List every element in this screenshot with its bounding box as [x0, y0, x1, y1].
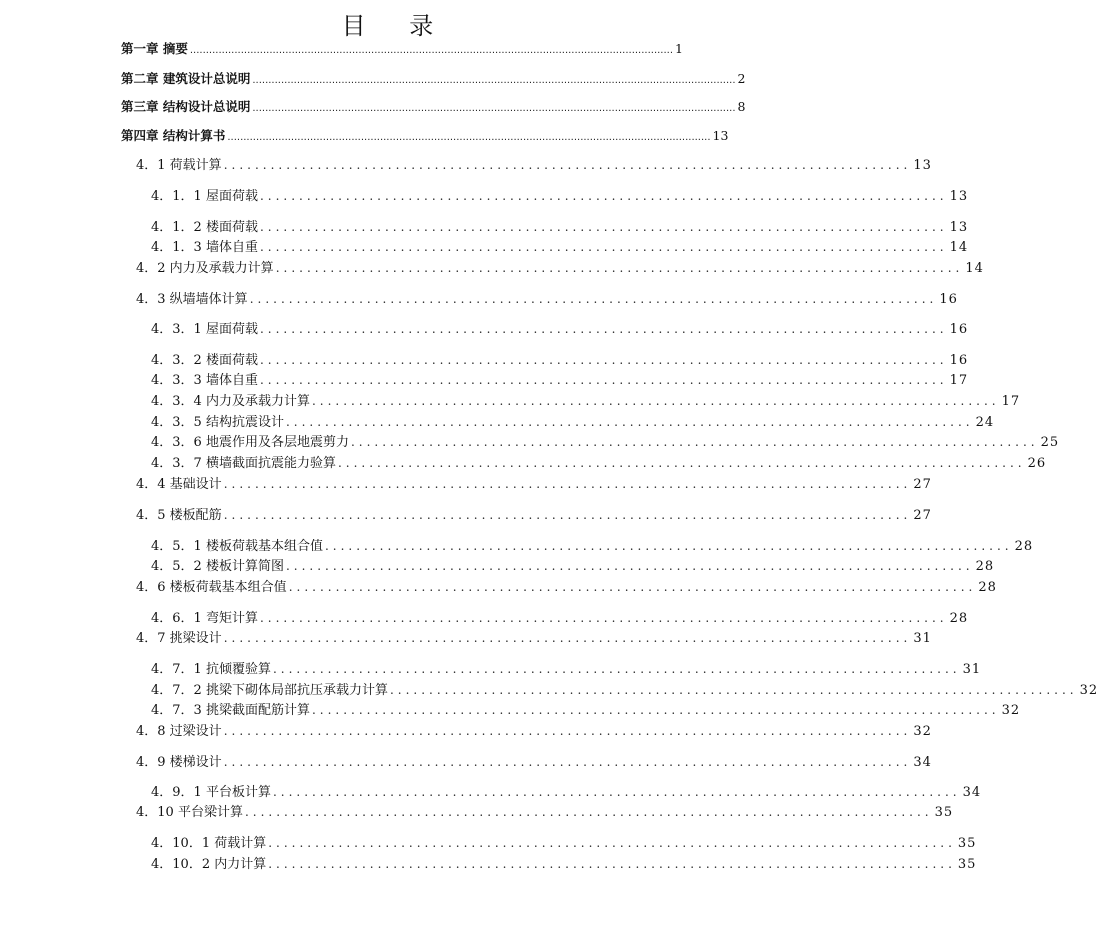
- toc-entry-label: 4．7．1 抗倾覆验算: [151, 662, 271, 677]
- dot-leader: ........................................................................................................................................................: [189, 45, 674, 56]
- toc-entry-label: 4．1 荷载计算: [136, 158, 222, 173]
- dot-leader: ........................................................................................: [223, 631, 912, 645]
- toc-entry[interactable]: [121, 70, 746, 88]
- toc-entry-label: 4．6．1 弯矩计算: [151, 611, 258, 626]
- toc-entry-page: 28: [949, 611, 969, 626]
- toc-entry-label: 4．6 楼板荷载基本组合值: [136, 580, 287, 595]
- toc-entry-label: 4．9．1 平台板计算: [151, 785, 271, 800]
- toc-entry-page: 17: [949, 373, 969, 388]
- dot-leader: ........................................................................................: [285, 415, 974, 429]
- toc-entry-page: 14: [965, 261, 984, 276]
- toc-entry[interactable]: [151, 433, 1060, 451]
- toc-entry-page: 32: [913, 724, 932, 739]
- toc-entry[interactable]: [151, 238, 969, 256]
- toc-entry[interactable]: [151, 701, 1021, 719]
- toc-entry[interactable]: [151, 413, 995, 431]
- dot-leader: ........................................................................................: [311, 394, 1000, 408]
- toc-entry-label: 4．3．6 地震作用及各层地震剪力: [151, 435, 349, 450]
- toc-entry-label: 4．10 平台梁计算: [136, 805, 243, 820]
- toc-entry[interactable]: [136, 722, 932, 740]
- toc-entry-page: 14: [949, 240, 969, 255]
- toc-entry[interactable]: [136, 259, 984, 277]
- dot-leader: ........................................................................................: [389, 683, 1078, 697]
- toc-entry[interactable]: [151, 218, 969, 236]
- toc-entry[interactable]: [151, 392, 1021, 410]
- toc-entry-label: 第四章 结构计算书: [121, 128, 226, 143]
- toc-entry[interactable]: [151, 320, 969, 338]
- dot-leader: ........................................................................................: [285, 559, 974, 573]
- toc-entry[interactable]: [151, 855, 977, 873]
- toc-entry[interactable]: [136, 475, 932, 493]
- toc-entry[interactable]: [136, 803, 954, 821]
- toc-entry-label: 4．10．1 荷载计算: [151, 836, 267, 851]
- toc-entry-label: 4．2 内力及承载力计算: [136, 261, 274, 276]
- toc-entry-page: 34: [913, 755, 932, 770]
- toc-entry-page: 16: [949, 322, 969, 337]
- toc-entry-label: 4．7．3 挑梁截面配筋计算: [151, 703, 310, 718]
- toc-entry-label: 4．5．2 楼板计算简图: [151, 559, 284, 574]
- toc-entry[interactable]: [151, 609, 969, 627]
- dot-leader: ........................................................................................: [337, 456, 1026, 470]
- toc-entry[interactable]: [151, 187, 969, 205]
- toc-entry[interactable]: [136, 753, 932, 771]
- dot-leader: ........................................................................................................................................................: [252, 103, 736, 114]
- toc-entry[interactable]: [151, 834, 977, 852]
- toc-entry[interactable]: [121, 98, 746, 116]
- toc-entry-label: 4．7 挑梁设计: [136, 631, 222, 646]
- dot-leader: ........................................................................................: [223, 755, 912, 769]
- toc-entry[interactable]: [151, 681, 1098, 699]
- toc-entry-label: 第三章 结构设计总说明: [121, 99, 251, 114]
- toc-entry-label: 4．1．1 屋面荷载: [151, 189, 258, 204]
- toc-entry[interactable]: [121, 127, 729, 145]
- dot-leader: ........................................................................................: [268, 857, 956, 871]
- toc-entry-label: 4．8 过梁设计: [136, 724, 222, 739]
- toc-entry-label: 4．3 纵墙墙体计算: [136, 292, 248, 307]
- dot-leader: ........................................................................................: [249, 292, 938, 306]
- dot-leader: ........................................................................................: [272, 662, 961, 676]
- toc-entry-label: 4．3．4 内力及承载力计算: [151, 394, 310, 409]
- dot-leader: ........................................................................................: [275, 261, 964, 275]
- toc-entry-label: 第一章 摘要: [121, 41, 188, 56]
- toc-entry[interactable]: [121, 40, 683, 58]
- toc-entry-page: 1: [675, 41, 683, 56]
- toc-entry-page: 25: [1040, 435, 1060, 450]
- dot-leader: ........................................................................................: [259, 220, 948, 234]
- toc-entry-page: 32: [1001, 703, 1021, 718]
- dot-leader: ........................................................................................: [244, 805, 933, 819]
- toc-entry-page: 16: [949, 353, 969, 368]
- dot-leader: ........................................................................................: [223, 477, 912, 491]
- toc-entry-page: 28: [975, 559, 995, 574]
- toc-entry-label: 4．5 楼板配筋: [136, 508, 222, 523]
- dot-leader: ........................................................................................: [259, 353, 948, 367]
- toc-entry[interactable]: [151, 351, 969, 369]
- toc-entry[interactable]: [151, 454, 1047, 472]
- toc-entry-page: 27: [913, 477, 932, 492]
- toc-entry[interactable]: [136, 578, 997, 596]
- toc-entry-label: 4．10．2 内力计算: [151, 857, 267, 872]
- dot-leader: ........................................................................................: [259, 240, 948, 254]
- toc-entry[interactable]: [136, 290, 958, 308]
- dot-leader: ........................................................................................: [311, 703, 1000, 717]
- dot-leader: ........................................................................................: [259, 373, 948, 387]
- dot-leader: ........................................................................................: [272, 785, 961, 799]
- toc-entry[interactable]: [151, 557, 995, 575]
- toc-entry-label: 4．3．2 楼面荷载: [151, 353, 258, 368]
- dot-leader: ........................................................................................: [223, 158, 912, 172]
- toc-entry-page: 28: [978, 580, 997, 595]
- toc-entry[interactable]: [151, 537, 1034, 555]
- dot-leader: ........................................................................................: [324, 539, 1013, 553]
- toc-entry-label: 4．1．2 楼面荷载: [151, 220, 258, 235]
- dot-leader: ........................................................................................................................................................: [227, 132, 711, 143]
- toc-entry[interactable]: [151, 660, 982, 678]
- toc-entry-page: 17: [1001, 394, 1021, 409]
- toc-entry-page: 35: [957, 857, 977, 872]
- dot-leader: ........................................................................................: [259, 189, 948, 203]
- toc-entry-label: 4．3．1 屋面荷载: [151, 322, 258, 337]
- dot-leader: ........................................................................................: [259, 322, 948, 336]
- toc-entry-page: 16: [939, 292, 958, 307]
- dot-leader: ........................................................................................: [259, 611, 948, 625]
- toc-entry-label: 4．3．7 横墙截面抗震能力验算: [151, 456, 336, 471]
- toc-entry-page: 34: [962, 785, 982, 800]
- dot-leader: ........................................................................................: [350, 435, 1039, 449]
- toc-entry-label: 4．4 基础设计: [136, 477, 222, 492]
- toc-entry[interactable]: [136, 156, 932, 174]
- toc-entry-label: 4．3．3 墙体自重: [151, 373, 258, 388]
- toc-entry-page: 13: [949, 220, 969, 235]
- toc-entry-label: 4．5．1 楼板荷载基本组合值: [151, 539, 323, 554]
- toc-entry-page: 13: [712, 128, 729, 143]
- toc-entry-label: 4．7．2 挑梁下砌体局部抗压承载力计算: [151, 683, 388, 698]
- dot-leader: ........................................................................................: [223, 508, 912, 522]
- toc-entry[interactable]: [151, 783, 982, 801]
- toc-entry-page: 31: [962, 662, 982, 677]
- toc-entry-page: 31: [913, 631, 932, 646]
- toc-entry-page: 35: [934, 805, 954, 820]
- toc-entry-page: 28: [1014, 539, 1034, 554]
- toc-entry[interactable]: [136, 629, 932, 647]
- page-title: 目 录: [341, 12, 452, 40]
- dot-leader: ........................................................................................: [268, 836, 956, 850]
- dot-leader: ........................................................................................................................................................: [252, 75, 736, 86]
- toc-entry-page: 24: [975, 415, 995, 430]
- toc-entry-page: 26: [1027, 456, 1047, 471]
- toc-entry-page: 13: [949, 189, 969, 204]
- toc-entry-page: 2: [737, 71, 746, 86]
- dot-leader: ........................................................................................: [223, 724, 912, 738]
- toc-entry-page: 27: [913, 508, 932, 523]
- toc-entry-page: 35: [957, 836, 977, 851]
- toc-entry-page: 13: [913, 158, 932, 173]
- toc-entry-label: 4．3．5 结构抗震设计: [151, 415, 284, 430]
- toc-entry-label: 4．9 楼梯设计: [136, 755, 222, 770]
- toc-entry[interactable]: [151, 371, 969, 389]
- toc-entry-page: 32: [1079, 683, 1098, 698]
- toc-entry[interactable]: [136, 506, 932, 524]
- toc-entry-label: 第二章 建筑设计总说明: [121, 71, 251, 86]
- toc-entry-page: 8: [737, 99, 746, 114]
- toc-entry-label: 4．1．3 墙体自重: [151, 240, 258, 255]
- dot-leader: ........................................................................................: [288, 580, 977, 594]
